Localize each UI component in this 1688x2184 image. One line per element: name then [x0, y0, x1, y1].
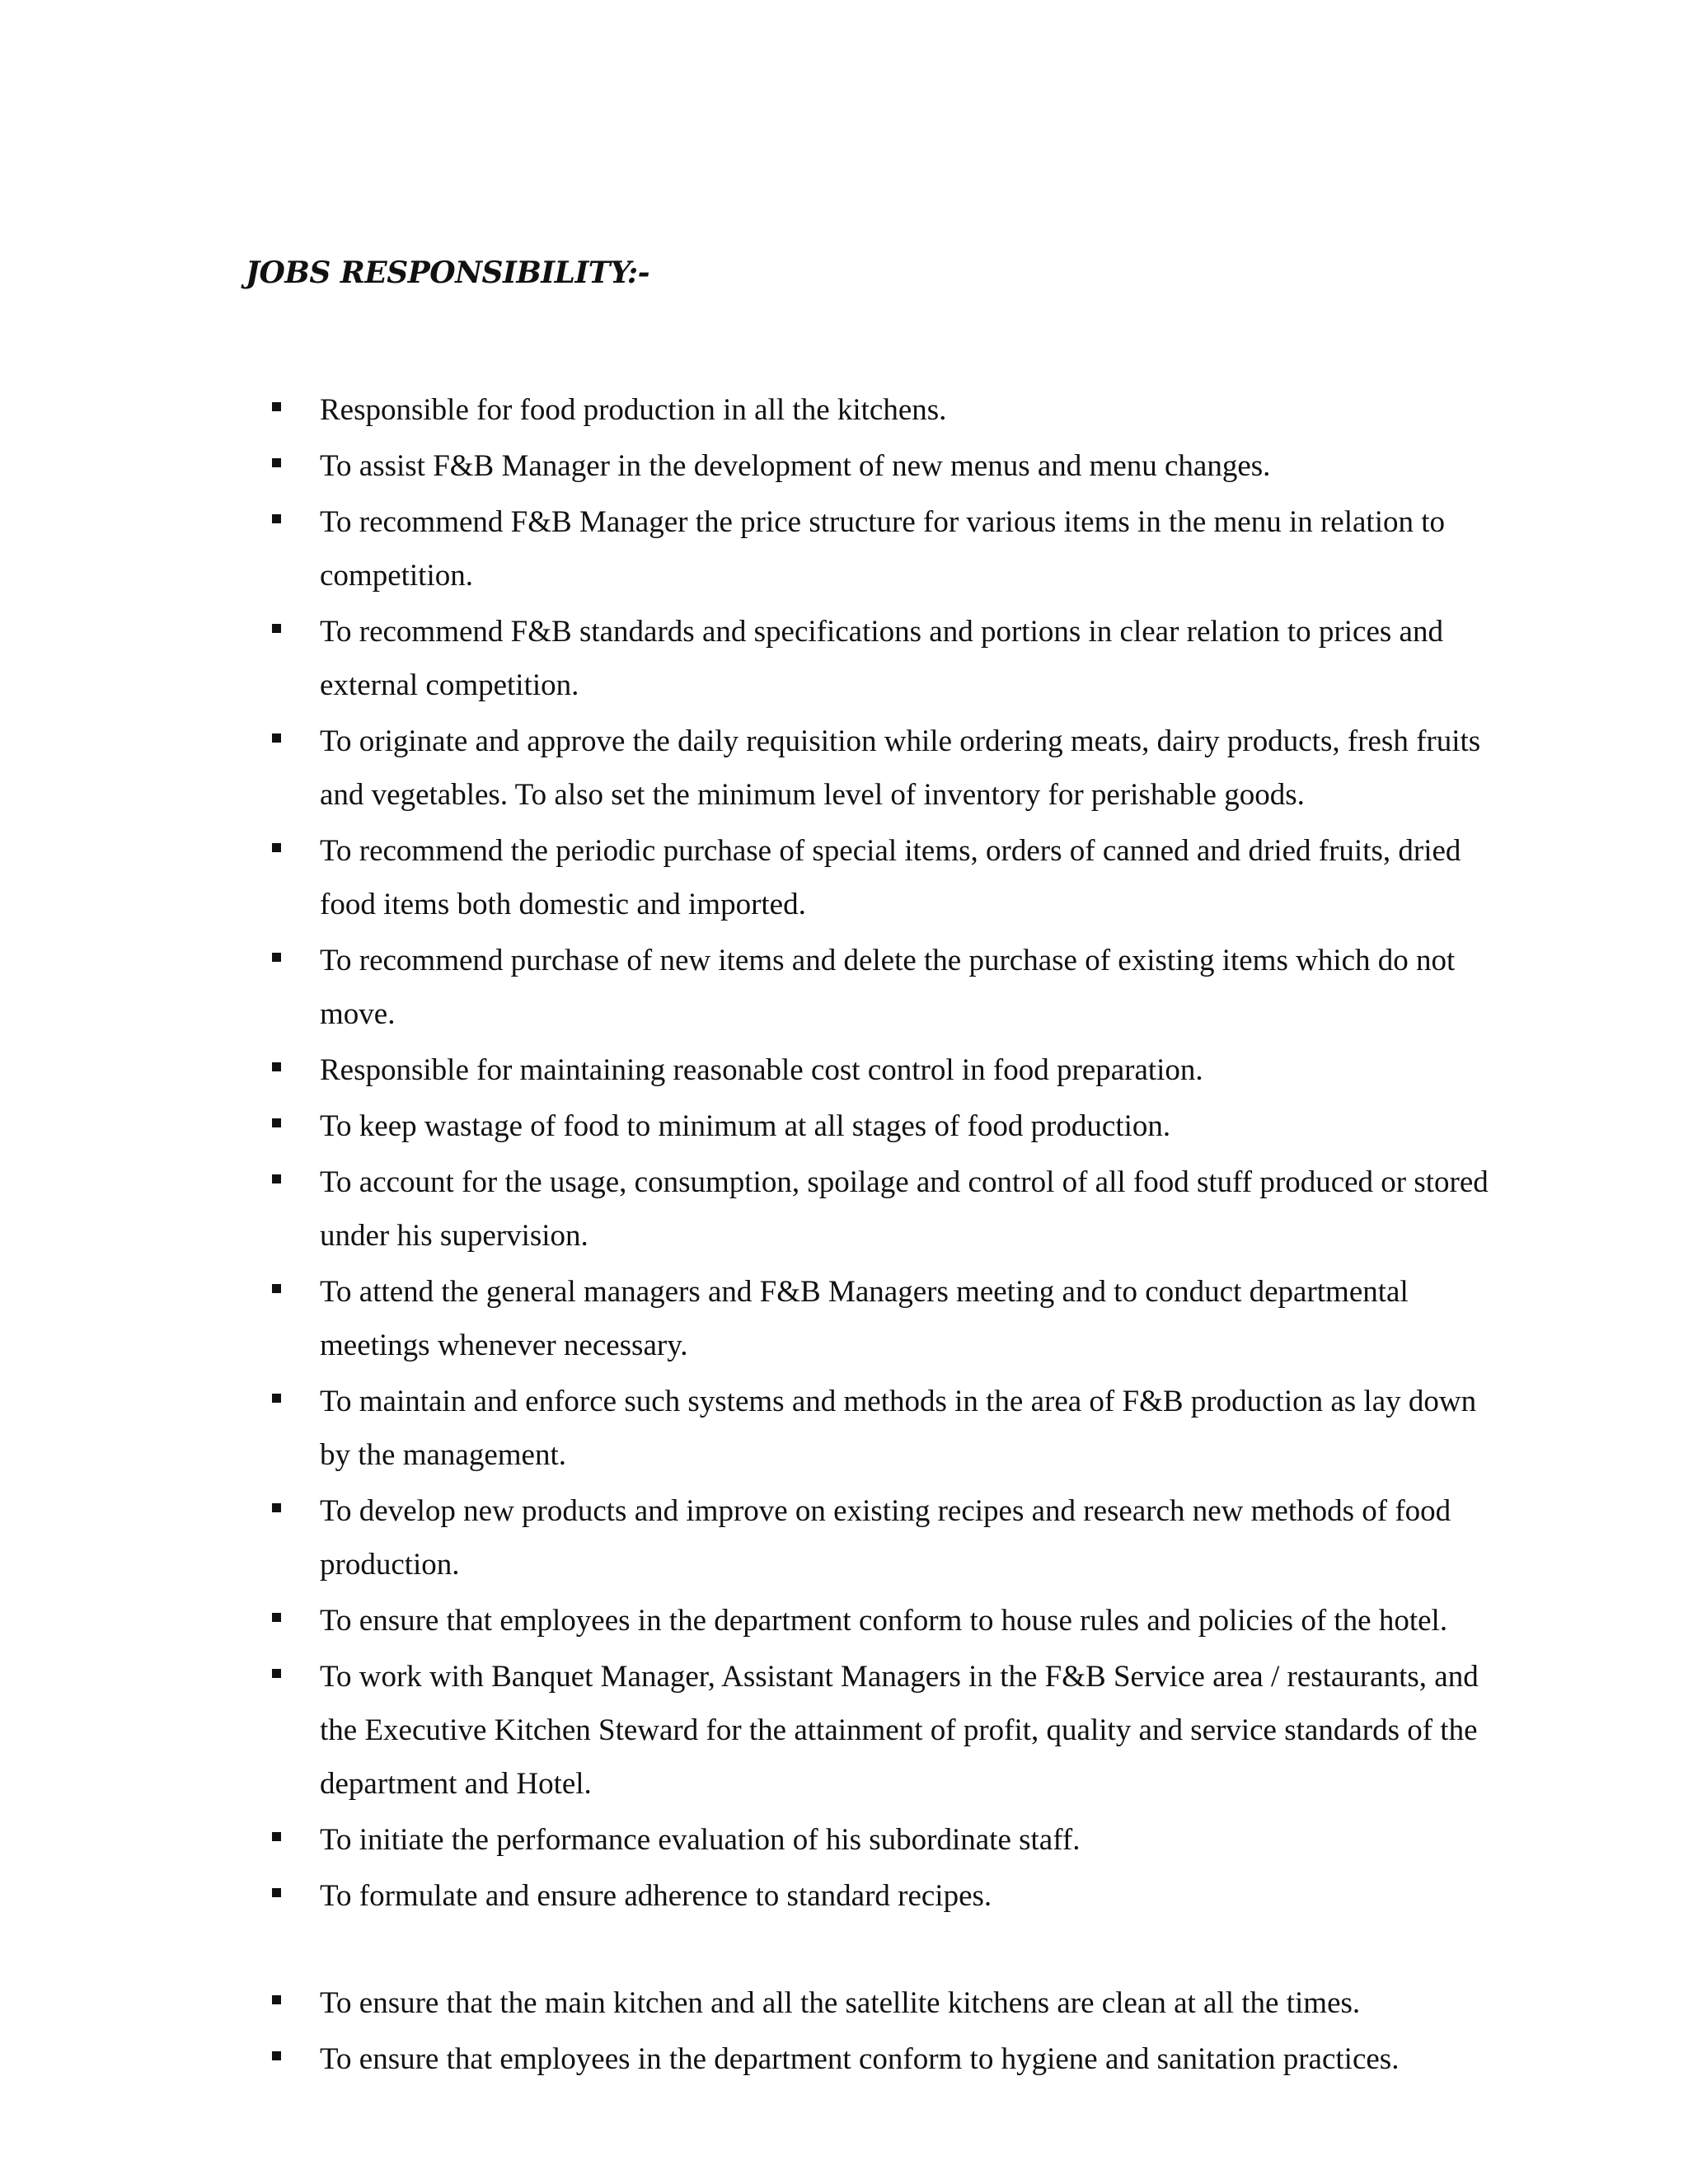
list-item	[0, 715, 1498, 822]
list-item	[0, 1594, 1498, 1647]
square-bullet-icon	[272, 1062, 281, 1071]
square-bullet-icon	[272, 1613, 281, 1622]
square-bullet-icon	[272, 843, 281, 852]
list-item	[0, 1976, 1498, 2030]
list-item	[0, 1375, 1498, 1482]
list-item	[0, 1155, 1498, 1263]
list-item	[0, 2032, 1498, 2086]
list-item-text: Responsible for maintaining reasonable cost control in food preparation.	[320, 1053, 1203, 1087]
list-item-text: To initiate the performance evaluation of his subordinate staff.	[320, 1823, 1081, 1857]
list-item-text: To recommend F&B standards and specifications and portions in clear relation to prices and external competition.	[320, 615, 1443, 702]
square-bullet-icon	[272, 1284, 281, 1293]
list-item	[0, 1650, 1498, 1811]
list-item-text: To attend the general managers and F&B Managers meeting and to conduct departmental meetings whenever necessary.	[320, 1275, 1409, 1362]
list-item	[0, 439, 1498, 493]
list-item-text: To recommend purchase of new items and delete the purchase of existing items which do not move.	[320, 944, 1456, 1031]
list-item-text: Responsible for food production in all the kitchens.	[320, 393, 947, 427]
list-item-text: To maintain and enforce such systems and methods in the area of F&B production as lay down by the management.	[320, 1385, 1477, 1472]
list-item	[0, 1813, 1498, 1867]
list-item-text: To ensure that employees in the department conform to hygiene and sanitation practices.	[320, 2042, 1400, 2076]
square-bullet-icon	[272, 624, 281, 633]
list-item-text: To account for the usage, consumption, spoilage and control of all food stuff produced or stored under his supervision.	[320, 1165, 1489, 1253]
square-bullet-icon	[272, 458, 281, 467]
square-bullet-icon	[272, 2051, 281, 2060]
list-item-text: To recommend F&B Manager the price structure for various items in the menu in relation to competition.	[320, 505, 1446, 593]
list-item	[0, 495, 1498, 602]
square-bullet-icon	[272, 1669, 281, 1678]
square-bullet-icon	[272, 1888, 281, 1897]
list-item-text: To ensure that employees in the department conform to house rules and policies of the hotel.	[320, 1604, 1448, 1638]
list-item-text: To assist F&B Manager in the development of new menus and menu changes.	[320, 449, 1271, 483]
list-item	[0, 1484, 1498, 1591]
square-bullet-icon	[272, 514, 281, 523]
list-item	[0, 1043, 1498, 1097]
list-item	[0, 383, 1498, 437]
list-item-text: To recommend the periodic purchase of special items, orders of canned and dried fruits, dried food items both domestic and imported.	[320, 834, 1461, 921]
square-bullet-icon	[272, 1832, 281, 1841]
square-bullet-icon	[272, 1503, 281, 1512]
square-bullet-icon	[272, 402, 281, 411]
square-bullet-icon	[272, 1118, 281, 1127]
list-item-text: To formulate and ensure adherence to standard recipes.	[320, 1879, 992, 1913]
square-bullet-icon	[272, 953, 281, 962]
square-bullet-icon	[272, 733, 281, 743]
list-item	[0, 934, 1498, 1041]
list-item-text: To keep wastage of food to minimum at all stages of food production.	[320, 1109, 1171, 1143]
list-item-text: To develop new products and improve on existing recipes and research new methods of food production.	[320, 1494, 1451, 1582]
list-item	[0, 1265, 1498, 1372]
list-item	[0, 824, 1498, 931]
list-item-text: To ensure that the main kitchen and all the satellite kitchens are clean at all the times.	[320, 1986, 1361, 2020]
square-bullet-icon	[272, 1394, 281, 1403]
list-item	[0, 1869, 1498, 1923]
responsibilities-list	[0, 383, 1688, 2088]
list-item-text: To work with Banquet Manager, Assistant Managers in the F&B Service area / restaurants, and the Executive Kitchen Steward for the attainment of profit, quality and service standards of the department and Hotel.	[320, 1660, 1479, 1801]
page-heading: JOBS RESPONSIBILITY:-	[246, 255, 650, 290]
list-item	[0, 605, 1498, 712]
list-item	[0, 1099, 1498, 1153]
square-bullet-icon	[272, 1995, 281, 2004]
list-item-text: To originate and approve the daily requisition while ordering meats, dairy products, fresh fruits and vegetables. To also set the minimum level of inventory for perishable goods.	[320, 724, 1481, 812]
square-bullet-icon	[272, 1174, 281, 1183]
